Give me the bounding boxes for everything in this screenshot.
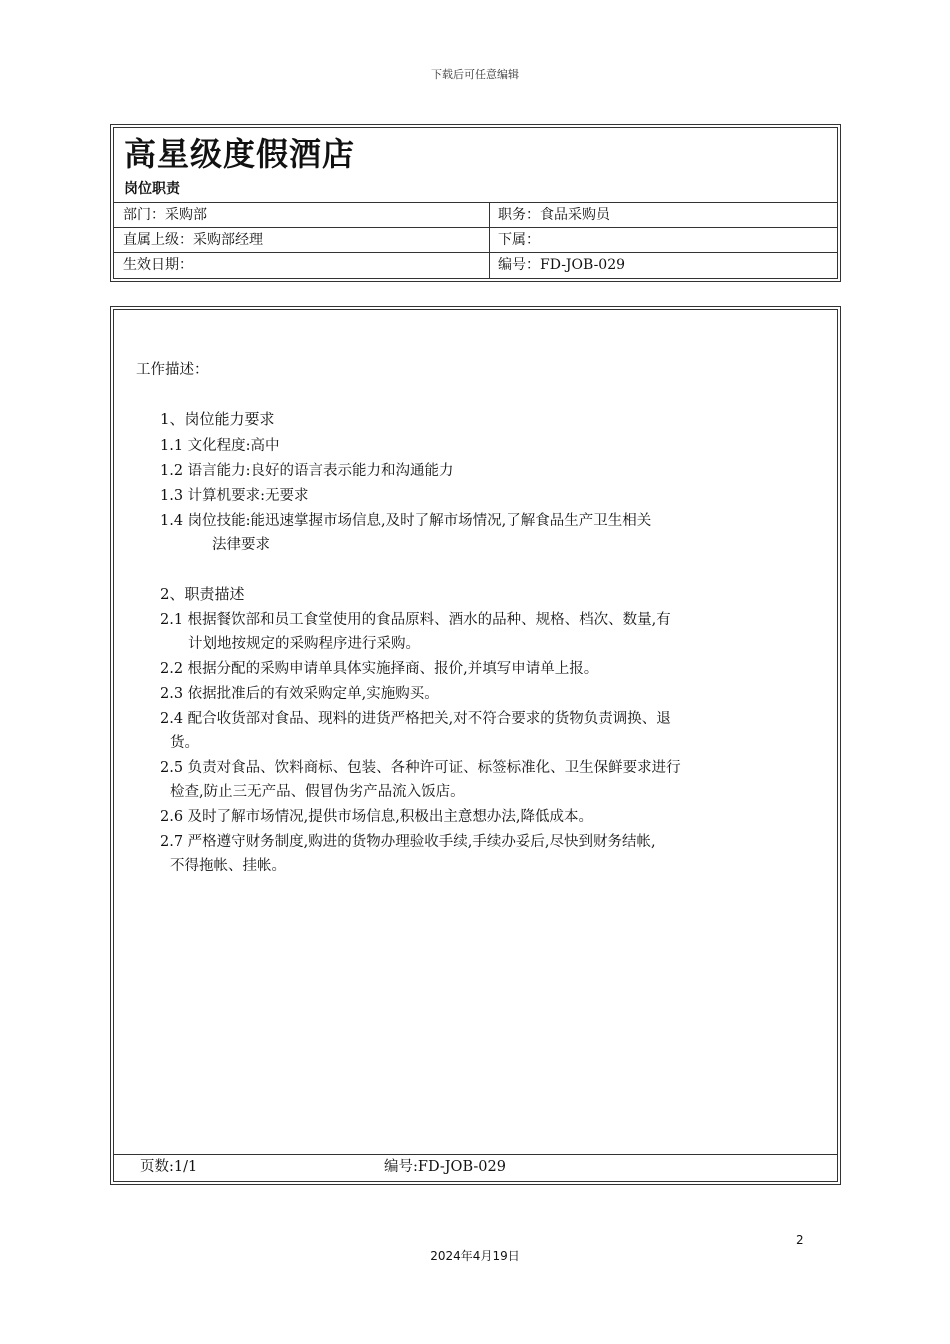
list-item-continuation: 货。 xyxy=(170,735,199,751)
superior-cell: 直属上级：采购部经理 xyxy=(114,228,490,252)
position-cell: 职务：食品采购员 xyxy=(498,207,610,223)
date-line: 2024年4月19日 xyxy=(430,1249,520,1263)
department-cell: 部门：采购部 xyxy=(114,203,490,227)
job-header-table xyxy=(110,124,841,282)
footer-row xyxy=(114,1154,837,1181)
subordinate-cell: 下属： xyxy=(498,232,540,248)
hotel-title: 高星级度假酒店 xyxy=(124,135,356,173)
list-item-continuation: 不得拖帐、挂帐。 xyxy=(170,858,286,874)
page-count: 页数:1/1 xyxy=(140,1159,198,1175)
header-note: 下载后可任意编辑 xyxy=(431,68,519,81)
number-cell: 编号：FD-JOB-029 xyxy=(498,257,626,273)
work-description-label: 工作描述： xyxy=(136,362,209,378)
list-item-continuation: 检查,防止三无产品、假冒伪劣产品流入饭店。 xyxy=(170,784,465,800)
list-item: 2.1 根据餐饮部和员工食堂使用的食品原料、酒水的品种、规格、档次、数量,有 xyxy=(160,612,671,628)
section-title: 1、岗位能力要求 xyxy=(160,410,275,428)
info-row-superior xyxy=(114,228,837,253)
title-cell xyxy=(114,128,837,203)
list-item: 2.5 负责对食品、饮料商标、包装、各种许可证、标签标准化、卫生保鲜要求进行 xyxy=(160,760,681,776)
effective-date-cell: 生效日期： xyxy=(114,253,490,279)
list-item-continuation: 计划地按规定的采购程序进行采购。 xyxy=(188,636,420,652)
section-title: 2、职责描述 xyxy=(160,585,245,603)
list-item: 2.4 配合收货部对食品、现料的进货严格把关,对不符合要求的货物负责调换、退 xyxy=(160,711,671,727)
list-item: 1.3 计算机要求:无要求 xyxy=(160,488,309,504)
list-item: 1.1 文化程度:高中 xyxy=(160,438,280,454)
footer-number: 编号:FD-JOB-029 xyxy=(384,1159,506,1175)
info-row-date xyxy=(114,253,837,279)
page-number: 2 xyxy=(796,1233,804,1247)
list-item: 1.4 岗位技能:能迅速掌握市场信息,及时了解市场情况,了解食品生产卫生相关 xyxy=(160,513,652,529)
job-body-table xyxy=(110,306,841,1185)
list-item: 2.7 严格遵守财务制度,购进的货物办理验收手续,手续办妥后,尽快到财务结帐, xyxy=(160,834,656,850)
list-item-continuation: 法律要求 xyxy=(212,537,270,553)
list-item: 2.2 根据分配的采购申请单具体实施择商、报价,并填写申请单上报。 xyxy=(160,661,599,677)
content-area xyxy=(114,310,837,1155)
list-item: 1.2 语言能力:良好的语言表示能力和沟通能力 xyxy=(160,463,454,479)
info-row-department xyxy=(114,203,837,228)
duty-label: 岗位职责 xyxy=(124,181,180,197)
list-item: 2.6 及时了解市场情况,提供市场信息,积极出主意想办法,降低成本。 xyxy=(160,809,593,825)
list-item: 2.3 依据批准后的有效采购定单,实施购买。 xyxy=(160,686,439,702)
